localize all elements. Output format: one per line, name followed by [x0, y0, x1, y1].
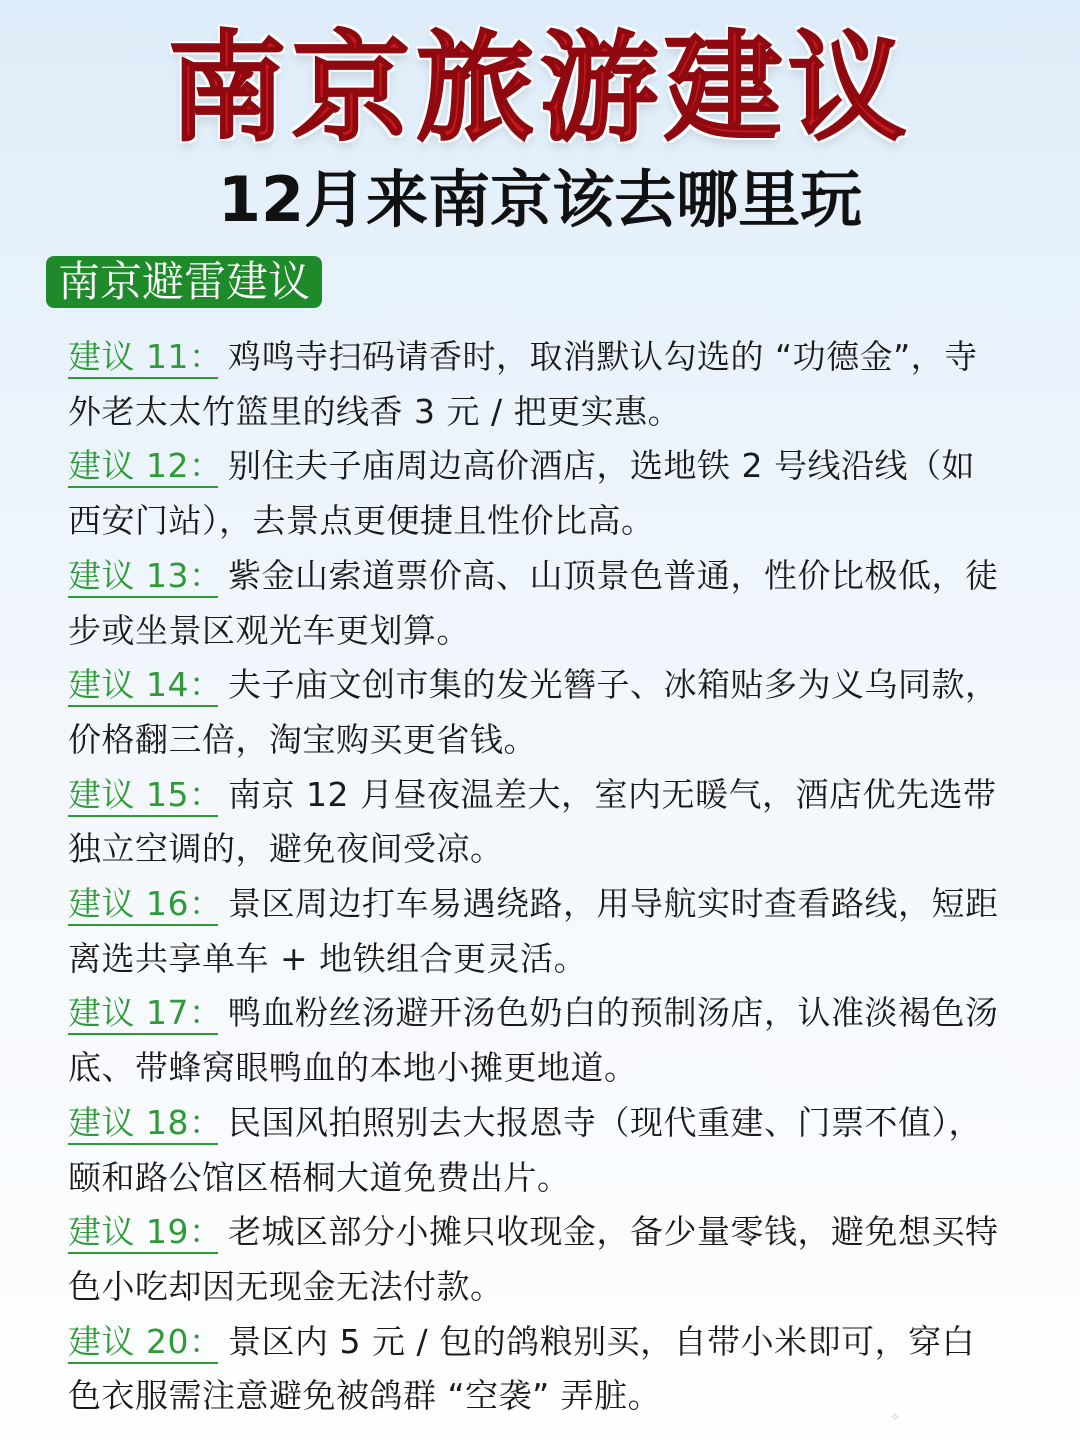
tip-item	[68, 330, 1008, 439]
tip-text: 别住夫子庙周边高价酒店，选地铁 2 号线沿线（如西安门站），去景点更便捷且性价比高。	[68, 446, 975, 541]
tip-text: 老城区部分小摊只收现金，备少量零钱，避免想买特色小吃却因无现金无法付款。	[68, 1212, 999, 1306]
tip-label: 建议 15：	[68, 775, 218, 817]
page-subtitle: 12月来南京该去哪里玩	[217, 163, 863, 236]
section-badge: 南京避雷建议	[46, 256, 322, 308]
tip-text: 民国风拍照别去大报恩寺（现代重建、门票不值），颐和路公馆区梧桐大道免费出片。	[68, 1102, 982, 1197]
tip-text: 鸭血粉丝汤避开汤色奶白的预制汤店，认准淡褐色汤底、带蜂窝眼鸭血的本地小摊更地道。	[68, 993, 999, 1088]
tip-item	[68, 1205, 1008, 1314]
tips-list	[68, 330, 1008, 1424]
tip-label: 建议 13：	[68, 556, 218, 598]
tip-text: 紫金山索道票价高、山顶景色普通，性价比极低，徒步或坐景区观光车更划算。	[68, 555, 999, 650]
tip-label: 建议 20：	[68, 1322, 218, 1364]
tip-item	[68, 439, 1008, 548]
tip-text: 南京 12 月昼夜温差大，室内无暖气，酒店优先选带独立空调的，避免夜间受凉。	[68, 774, 997, 869]
tip-text: 景区内 5 元 / 包的鸽粮别买，自带小米即可，穿白色衣服需注意避免被鸽群 “空袭” 弄脏。	[68, 1321, 976, 1416]
tip-item	[68, 549, 1008, 658]
tip-text: 鸡鸣寺扫码请香时，取消默认勾选的 “功德金”，寺外老太太竹篮里的线香 3 元 / 把更实惠。	[68, 337, 978, 431]
tip-item	[68, 768, 1008, 877]
tip-label: 建议 11：	[68, 337, 218, 379]
tip-item	[68, 877, 1008, 986]
tip-label: 建议 18：	[68, 1103, 218, 1145]
page-title: 南京旅游建议	[167, 18, 912, 157]
tip-label: 建议 19：	[68, 1212, 218, 1254]
tip-label: 建议 16：	[68, 884, 218, 926]
tip-label: 建议 12：	[68, 446, 218, 488]
tip-text: 夫子庙文创市集的发光簪子、冰箱贴多为义乌同款，价格翻三倍，淘宝购买更省钱。	[68, 665, 999, 759]
watermark-icon: ✧	[890, 1410, 901, 1424]
tip-item	[68, 658, 1008, 767]
tip-item	[68, 1315, 1008, 1424]
tip-text: 景区周边打车易遇绕路，用导航实时查看路线，短距离选共享单车 + 地铁组合更灵活。	[68, 884, 999, 978]
tip-label: 建议 14：	[68, 665, 218, 707]
tip-item	[68, 1096, 1008, 1205]
tip-label: 建议 17：	[68, 993, 218, 1035]
tip-item	[68, 986, 1008, 1095]
